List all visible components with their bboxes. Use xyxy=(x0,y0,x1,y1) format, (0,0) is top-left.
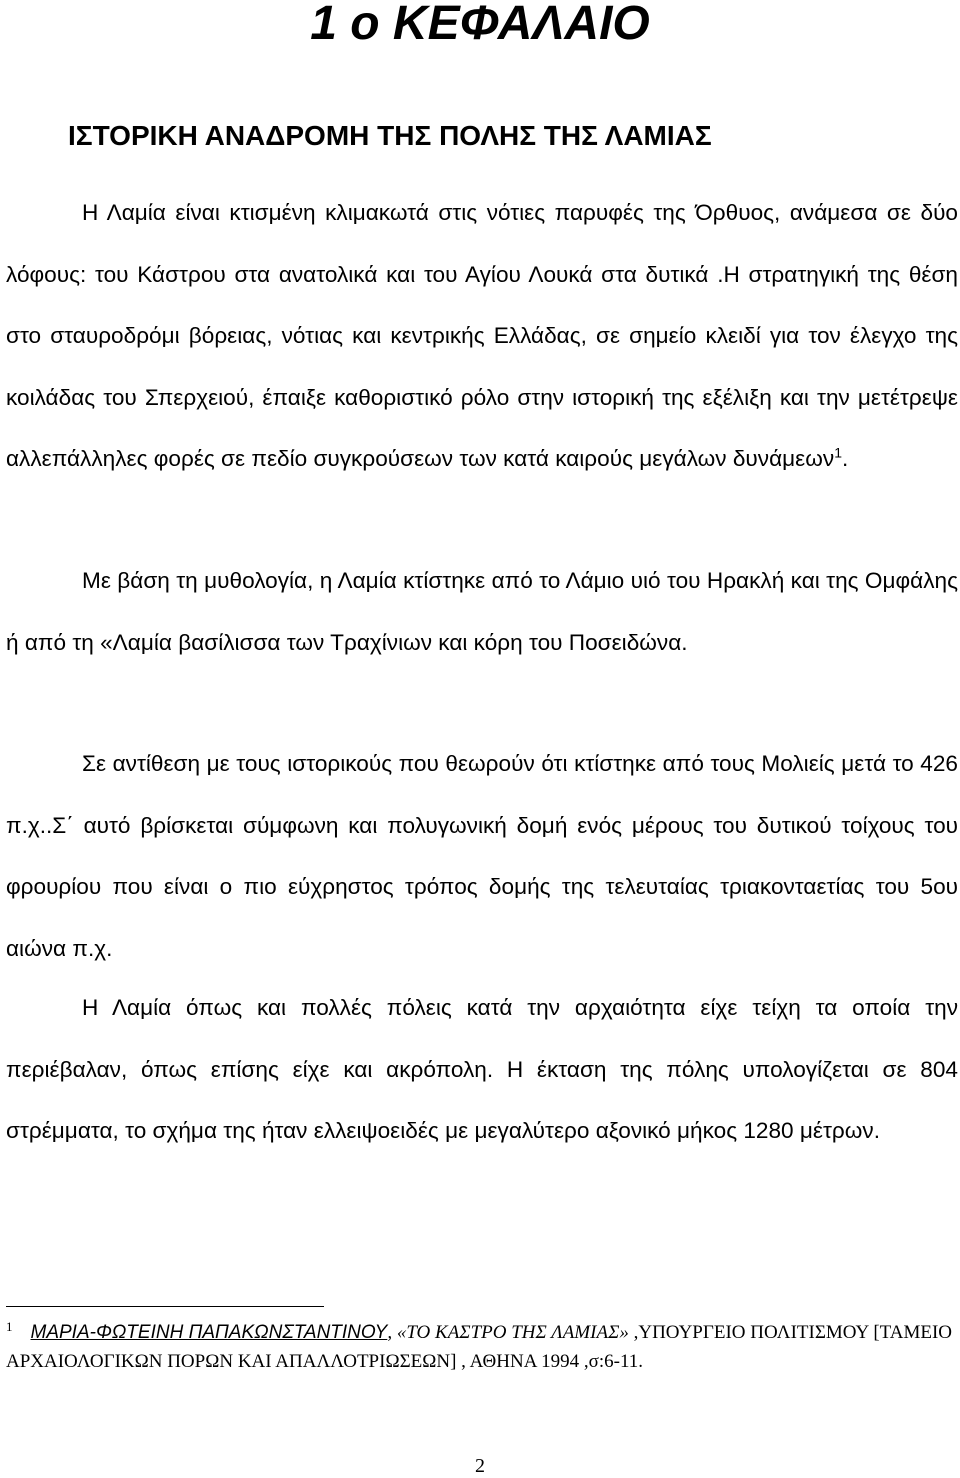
page-number: 2 xyxy=(475,1455,485,1477)
section-heading: ΙΣΤΟΡΙΚΗ ΑΝΑΔΡΟΜΗ ΤΗΣ ΠΟΛΗΣ ΤΗΣ ΛΑΜΙΑΣ xyxy=(68,120,712,151)
paragraph-1 xyxy=(6,182,958,490)
footnote-publisher: ,ΥΠΟΥΡΓΕΙΟ ΠΟΛΙΤΙΣΜΟΥ [ΤΑΜΕΙΟ ΑΡΧΑΙΟΛΟΓΙΚΩΝ ΠΟΡΩΝ ΚΑΙ ΑΠΑΛΛΟΤΡΙΩΣΕΩΝ] xyxy=(6,1322,952,1372)
footnote-title: «ΤΟ ΚΑΣΤΡΟ ΤΗΣ ΛΑΜΙΑΣ» xyxy=(396,1322,629,1343)
footnote-number: 1 xyxy=(6,1318,13,1334)
footnote-separator xyxy=(6,1306,324,1307)
footnote-author: ΜΑΡΙΑ-ΦΩΤΕΙΝΗ ΠΑΠΑΚΩΝΣΤΑΝΤΙΝΟΥ xyxy=(30,1322,388,1343)
chapter-title: 1 ο ΚΕΦΑΛΑΙΟ xyxy=(310,0,650,50)
paragraph-2: Με βάση τη μυθολογία, η Λαμία κτίστηκε από το Λάμιο υιό του Ηρακλή και της Ομφάλης ή από τη «Λαμία βασίλισσα των Τραχίνιων και κόρη του Ποσειδώνα. xyxy=(6,568,958,655)
paragraph-1-text: Η Λαμία είναι κτισμένη κλιμακωτά στις νότιες παρυφές της Όρθυος, ανάμεσα σε δύο λόφους: του Κάστρου στα ανατολικά και του Αγίου Λουκά στα δυτικά .Η στρατηγική της θέση στο σταυροδρόμι βόρειας, νότιας και κεντρικής Ελλάδας, σε σημείο κλειδί για τον έλεγχο της κοιλάδας του Σπερχειού, έπαιξε καθοριστικό ρόλο στην ιστορική της εξέλιξη και την μετέτρεψε αλλεπάλληλες φορές σε πεδίο συγκρούσεων των κατά καιρούς μεγάλων δυνάμεων xyxy=(6,200,958,471)
paragraph-4: Η Λαμία όπως και πολλές πόλεις κατά την αρχαιότητα είχε τείχη τα οποία την περιέβαλαν, όπως επίσης είχε και ακρόπολη. Η έκταση της πόλης υπολογίζεται σε 804 στρέμματα, το σχήμα της ήταν ελλειψοειδές με μεγαλύτερο αξονικό μήκος 1280 μέτρων. xyxy=(6,995,958,1143)
footnote xyxy=(6,1318,958,1376)
paragraph-1-end: . xyxy=(841,446,849,471)
footnote-reference[interactable]: 1 xyxy=(834,444,842,461)
paragraph-3: Σε αντίθεση με τους ιστορικούς που θεωρούν ότι κτίστηκε από τους Μολιείς μετά το 426 π.χ..Σ΄ αυτό βρίσκεται σύμφωνη και πολυγωνική δομή ενός μέρους του δυτικού τοίχους του φρουρίου που είναι ο πιο εύχρηστος τρόπος δομής της τελευταίας τριακονταετίας του 5ου αιώνα π.χ. xyxy=(6,751,958,961)
footnote-publication-info: , ΑΘΗΝΑ 1994 ,σ:6-11. xyxy=(456,1351,644,1372)
footnote-separator-text: , xyxy=(387,1322,397,1343)
